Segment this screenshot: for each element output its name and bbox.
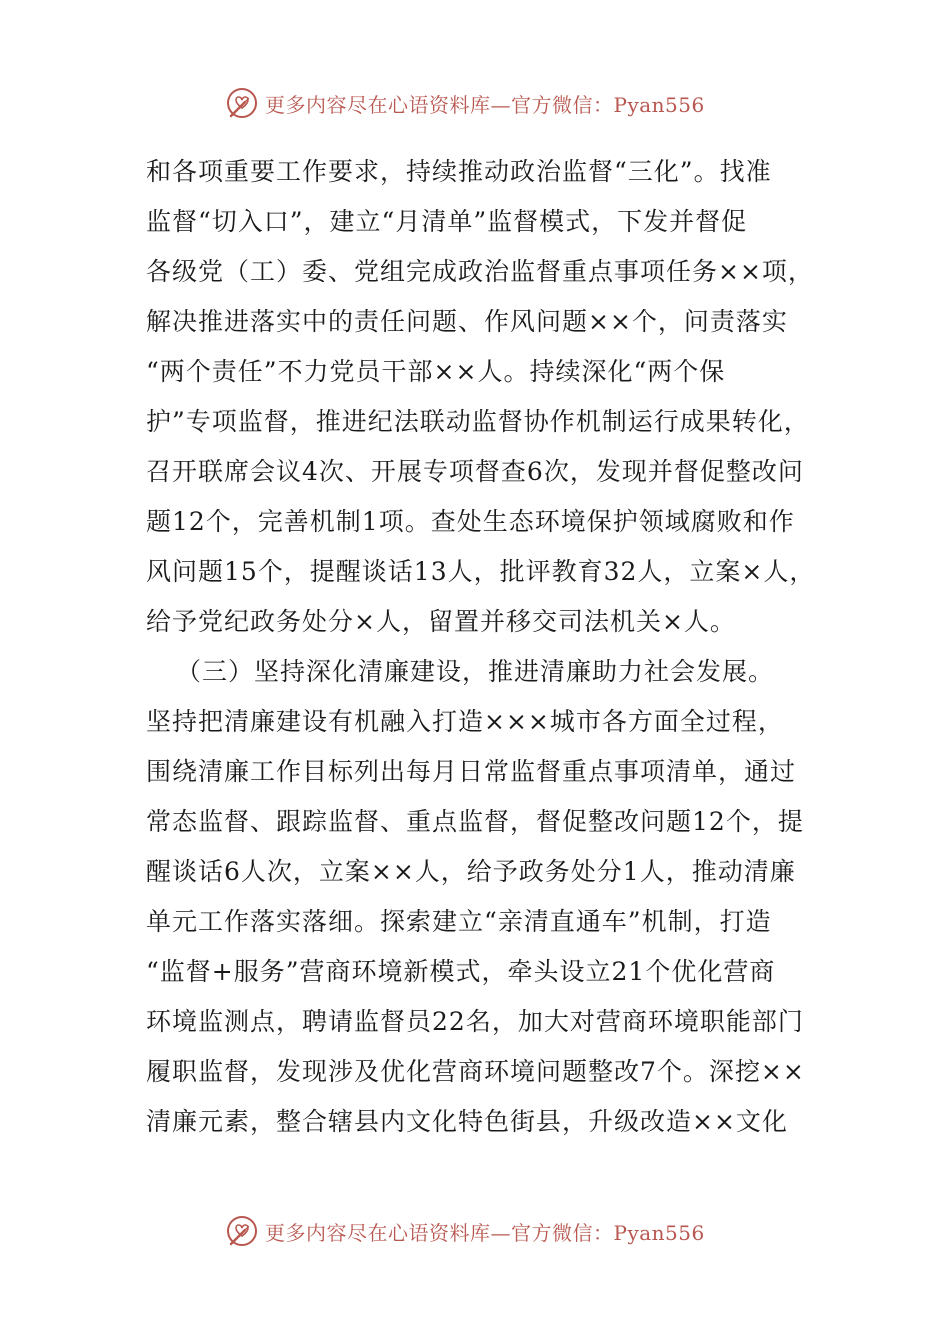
body-line: “监督+服务”营商环境新模式，牵头设立21个优化营商 bbox=[146, 957, 776, 986]
footer-watermark-banner bbox=[225, 1211, 785, 1251]
body-line: 风问题15个，提醒谈话13人，批评教育32人，立案×人， bbox=[146, 557, 816, 586]
body-line: 围绕清廉工作目标列出每月日常监督重点事项清单，通过 bbox=[146, 757, 797, 786]
body-line: 坚持把清廉建设有机融入打造×××城市各方面全过程， bbox=[146, 707, 784, 736]
body-line: “两个责任”不力党员干部××人。持续深化“两个保 bbox=[146, 357, 726, 386]
body-line: 给予党纪政务处分×人，留置并移交司法机关×人。 bbox=[146, 607, 736, 636]
body-line: 醒谈话6人次，立案××人，给予政务处分1人，推动清廉 bbox=[146, 857, 796, 886]
body-line: 监督“切入口”，建立“月清单”监督模式，下发并督促 bbox=[146, 207, 748, 236]
pen-heart-logo-icon bbox=[225, 1214, 259, 1248]
body-line: 召开联席会议4次、开展专项督查6次，发现并督促整改问 bbox=[146, 457, 804, 486]
body-line: 和各项重要工作要求，持续推动政治监督“三化”。找准 bbox=[146, 157, 772, 186]
pen-heart-logo-icon bbox=[225, 86, 259, 120]
header-banner-text: 更多内容尽在心语资料库—官方微信：Pyan556 bbox=[265, 92, 705, 117]
footer-banner-text: 更多内容尽在心语资料库—官方微信：Pyan556 bbox=[265, 1220, 705, 1245]
body-line: 清廉元素，整合辖县内文化特色街县，升级改造××文化 bbox=[146, 1107, 788, 1136]
body-line: 解决推进落实中的责任问题、作风问题××个，问责落实 bbox=[146, 307, 788, 336]
document-body bbox=[146, 147, 814, 1147]
body-line: 护”专项监督，推进纪法联动监督协作机制运行成果转化， bbox=[146, 407, 810, 436]
header-watermark-banner bbox=[225, 83, 785, 123]
body-line: 常态监督、跟踪监督、重点监督，督促整改问题12个，提 bbox=[146, 807, 804, 836]
section-heading-line: （三）坚持深化清廉建设，推进清廉助力社会发展。 bbox=[176, 657, 775, 686]
body-line: 各级党（工）委、党组完成政治监督重点事项任务××项， bbox=[146, 257, 814, 286]
body-line: 履职监督，发现涉及优化营商环境问题整改7个。深挖×× bbox=[146, 1057, 805, 1086]
body-line: 单元工作落实落细。探索建立“亲清直通车”机制，打造 bbox=[146, 907, 772, 936]
body-line: 题12个，完善机制1项。查处生态环境保护领域腐败和作 bbox=[146, 507, 795, 536]
body-line: 环境监测点，聘请监督员22名，加大对营商环境职能部门 bbox=[146, 1007, 804, 1036]
